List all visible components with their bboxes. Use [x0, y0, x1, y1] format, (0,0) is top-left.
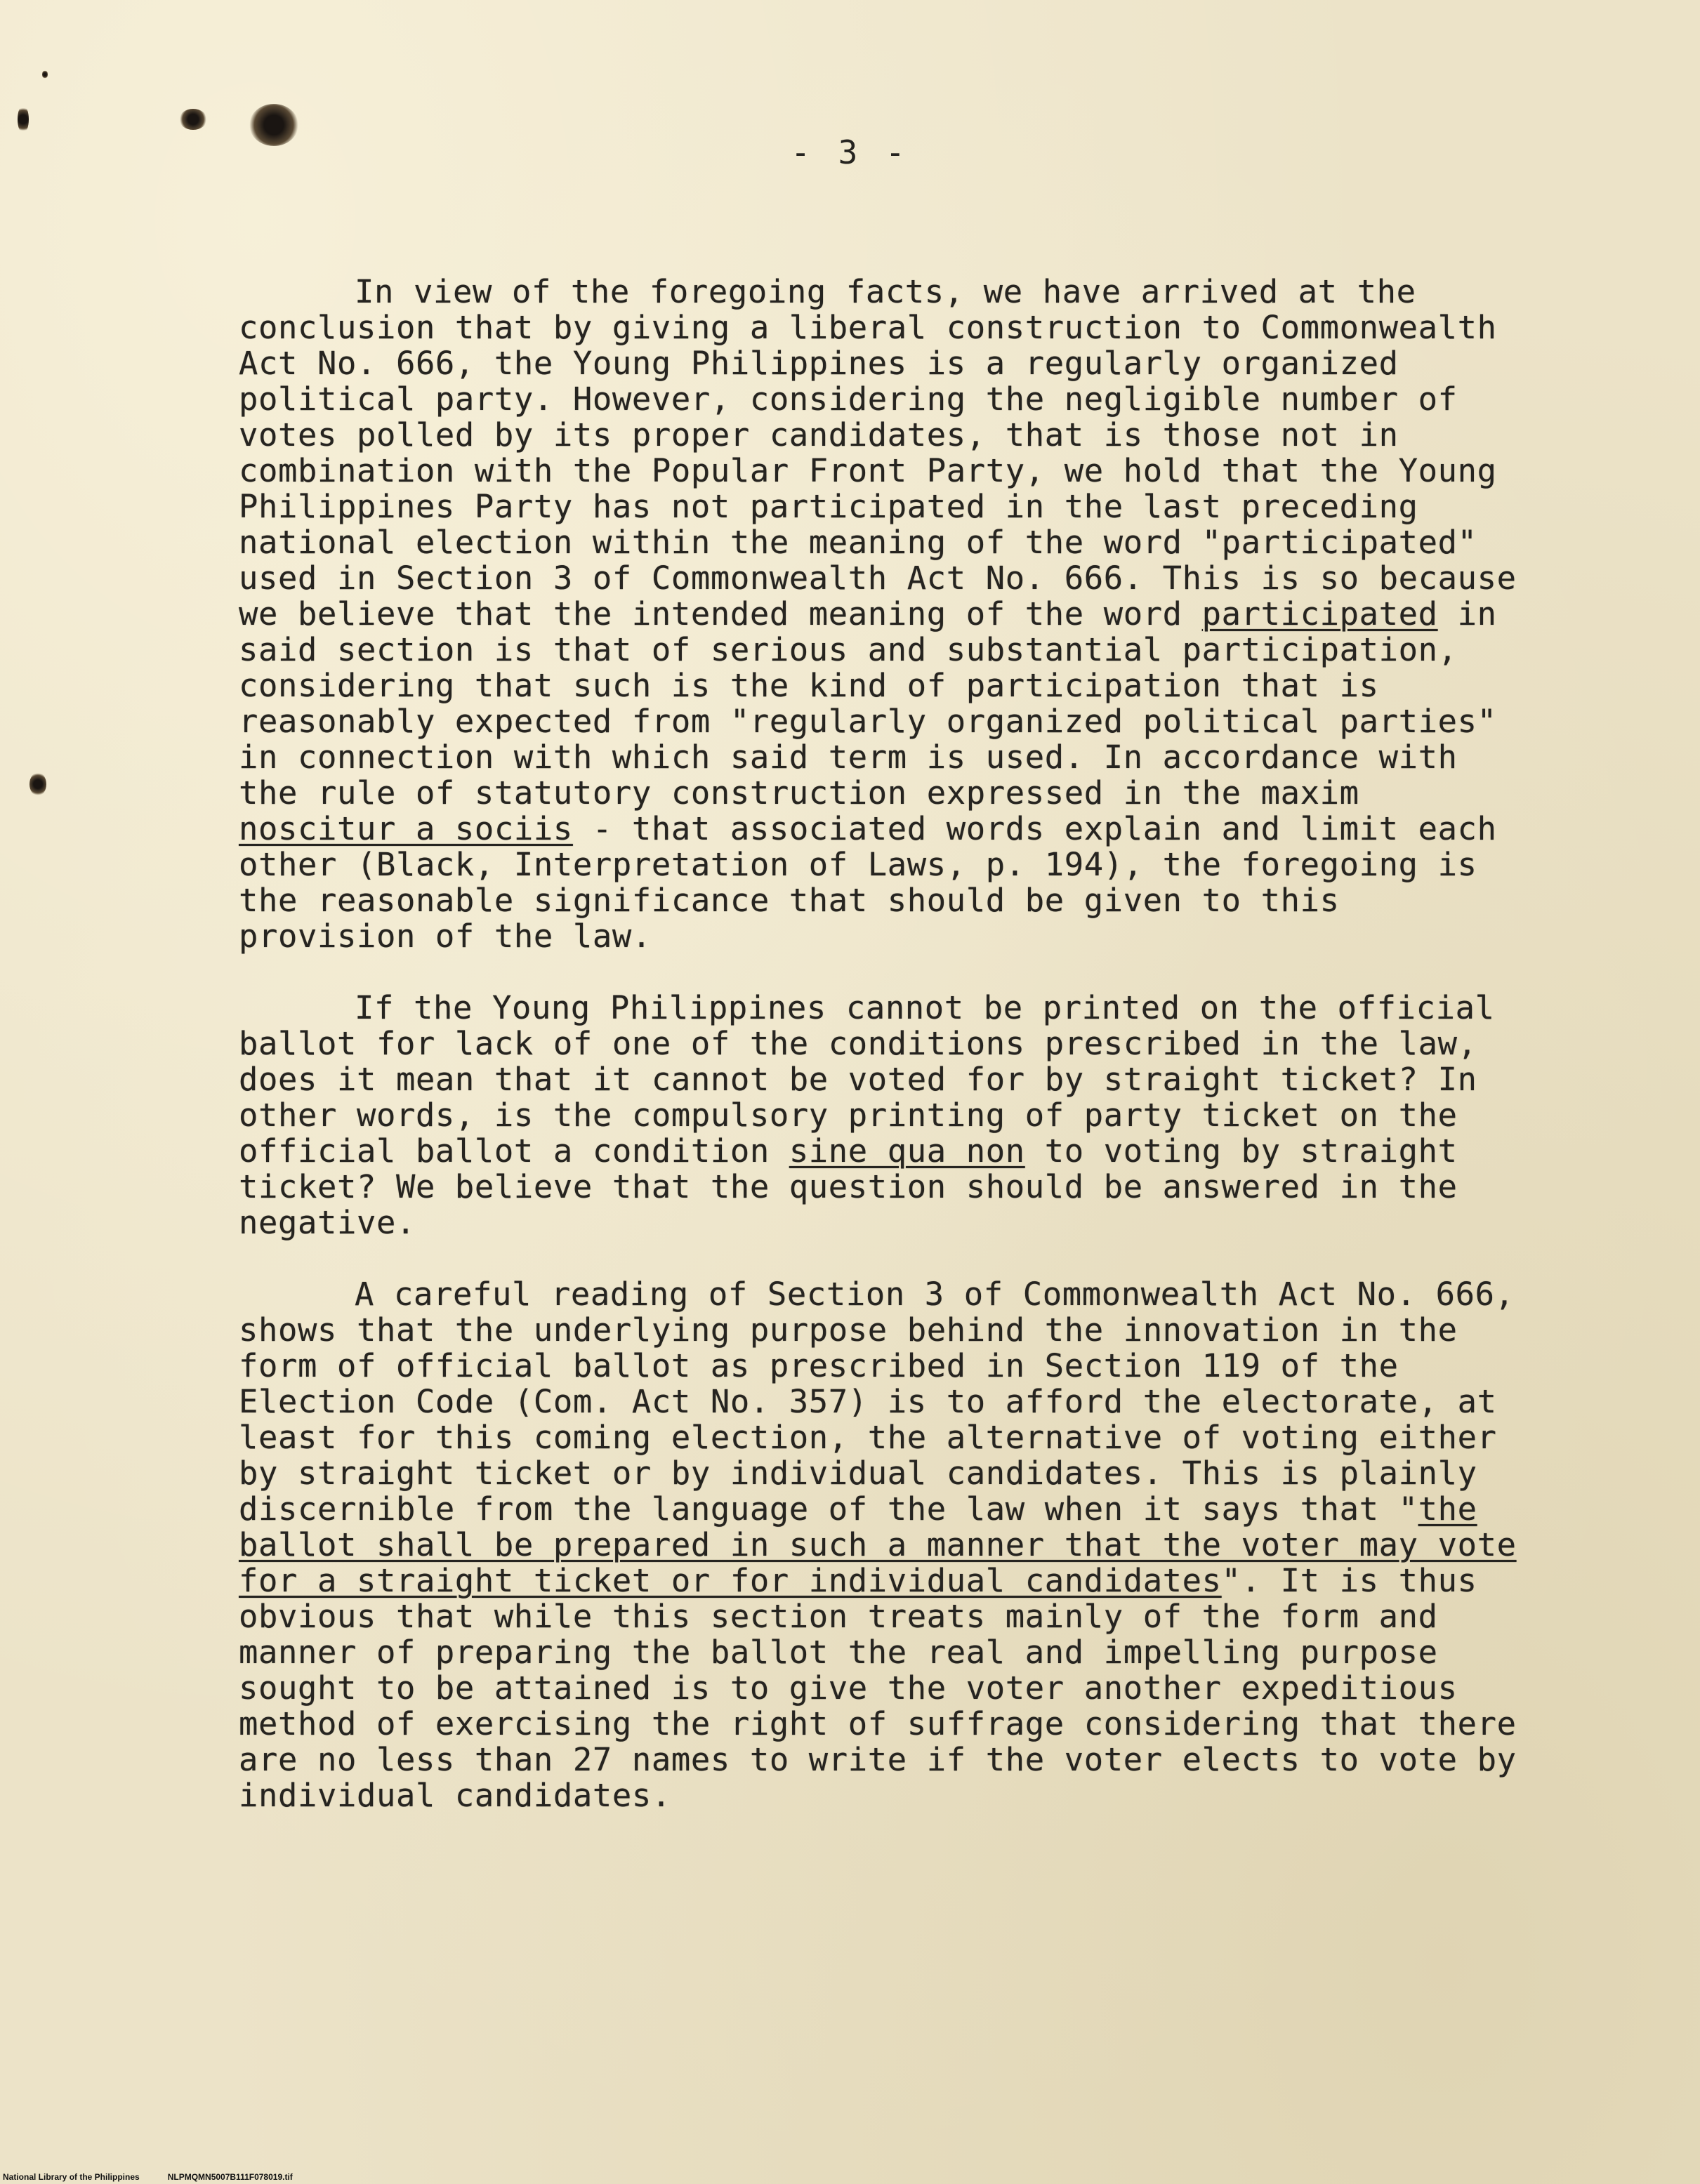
underlined-term: participated — [1201, 595, 1438, 633]
underlined-term: sine qua non — [789, 1132, 1025, 1170]
ink-stain — [18, 105, 29, 133]
underlined-quotation: the ballot shall be prepared in such a manner that the voter may vote for a straight ticket or for individual candidates — [239, 1490, 1517, 1599]
ink-stain — [42, 70, 48, 79]
paragraph-participation — [239, 274, 1517, 954]
text-segment: to voting by straight ticket? We believe that the question should be answered in the negative. — [239, 1132, 1458, 1241]
scan-footer — [3, 2172, 321, 2182]
text-segment: - that associated words explain and limit each other (Black, Interpretation of Laws, p. 194), the foregoing is the reasonable significance that should be given to this provision of the law. — [239, 810, 1497, 955]
underlined-term: noscitur a sociis — [239, 810, 573, 847]
text-segment: A careful reading of Section 3 of Commonwealth Act No. 666, shows that the underlying purpose behind the innovation in the form of official ballot as prescribed in Section 119 of the Election Code (Com. Act No. 357) is to afford the electorate, at least for this coming election, the alternative of voting either by straight ticket or by individual candidates. This is plainly discernible from the language of the law when it says that " — [239, 1276, 1515, 1528]
text-segment: If the Young Philippines cannot be printed on the official ballot for lack of one of the conditions prescribed in the law, does it mean that it cannot be voted for by straight ticket? In other words, is the compulsory printing of party ticket on the official ballot a condition — [239, 989, 1495, 1170]
paragraph-section-3 — [239, 1276, 1517, 1813]
text-segment: ". It is thus obvious that while this section treats mainly of the form and manner of preparing the ballot the real and impelling purpose sought to be attained is to give the voter another expeditious method of exercising the right of suffrage considering that there are no less than 27 names to write if the voter elects to vote by individual candidates. — [239, 1562, 1517, 1814]
text-segment: in said section is that of serious and substantial participation, considering that such is the kind of participation that is reasonably expected from "regularly organized political parties" in connection with which said term is used. In accordance with the rule of statutory construction expressed in the maxim — [239, 595, 1497, 812]
text-segment: In view of the foregoing facts, we have arrived at the conclusion that by giving a liberal construction to Commonwealth Act No. 666, the Young Philippines is a regularly organized political party. However, considering the negligible number of votes polled by its proper candidates, that is those not in combination with the Popular Front Party, we hold that the Young Philippines Party has not participated in the last preceding national election within the meaning of the word "participated" used in Section 3 of Commonwealth Act No. 666. This is so because we believe that the intended meaning of the word — [239, 273, 1517, 633]
ink-stain — [179, 109, 207, 130]
document-body — [239, 274, 1517, 1849]
file-id: NLPMQMN5007B111F078019.tif — [167, 2172, 293, 2182]
paragraph-straight-ticket — [239, 990, 1517, 1240]
ink-stain — [29, 772, 46, 796]
page-number: - 3 - — [791, 133, 909, 171]
library-credit: National Library of the Philippines — [3, 2172, 140, 2182]
